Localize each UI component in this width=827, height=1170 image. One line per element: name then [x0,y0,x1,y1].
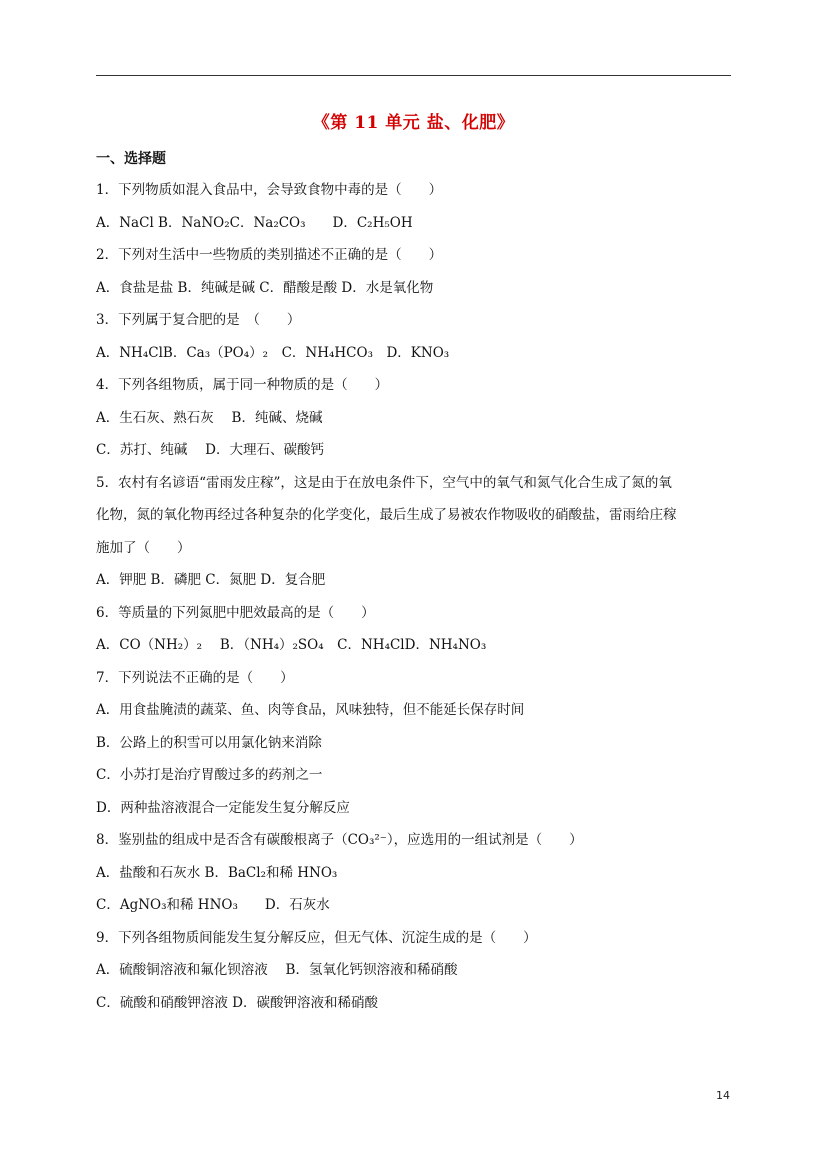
q4-stem: 4．下列各组物质，属于同一种物质的是（ ） [96,377,389,393]
header-rule [96,75,731,76]
q6-stem: 6．等质量的下列氮肥中肥效最高的是（ ） [96,605,375,621]
q9-stem: 9．下列各组物质间能发生复分解反应，但无气体、沉淀生成的是（ ） [96,930,537,946]
q8-options-cd: C．AgNO₃和稀 HNO₃ D．石灰水 [96,897,330,913]
q3-options: A．NH₄ClB．Ca₃（PO₄）₂ C．NH₄HCO₃ D．KNO₃ [96,345,450,361]
q5-options: A．钾肥 B．磷肥 C．氮肥 D．复合肥 [96,572,326,588]
q7-option-d: D．两种盐溶液混合一定能发生复分解反应 [96,800,350,816]
q6-options: A．CO（NH₂）₂ B．（NH₄）₂SO₄ C．NH₄ClD．NH₄NO₃ [96,637,487,653]
q5-stem-2: 化物，氮的氧化物再经过各种复杂的化学变化，最后生成了易被农作物吸收的硝酸盐，雷雨给庄稼 [96,507,677,523]
q1-stem: 1．下列物质如混入食品中，会导致食物中毒的是（ ） [96,182,443,198]
q8-stem: 8．鉴别盐的组成中是否含有碳酸根离子（CO₃²⁻），应选用的一组试剂是（ ） [96,832,583,848]
q4-options-ab: A．生石灰、熟石灰 B．纯碱、烧碱 [96,410,323,426]
page-number: 14 [716,1089,730,1102]
q5-stem-1: 5．农村有名谚语“雷雨发庄稼”，这是由于在放电条件下，空气中的氧气和氮气化合生成了氮的氧 [96,475,672,491]
q9-options-cd: C．硫酸和硝酸钾溶液 D．碳酸钾溶液和稀硝酸 [96,995,378,1011]
q4-options-cd: C．苏打、纯碱 D．大理石、碳酸钙 [96,442,324,458]
q8-options-ab: A．盐酸和石灰水 B．BaCl₂和稀 HNO₃ [96,865,338,881]
q7-option-b: B．公路上的积雪可以用氯化钠来消除 [96,735,322,751]
q1-options: A．NaCl B．NaNO₂C．Na₂CO₃ D．C₂H₅OH [96,215,413,231]
q7-option-c: C．小苏打是治疗胃酸过多的药剂之一 [96,767,323,783]
q2-options: A．食盐是盐 B．纯碱是碱 C．醋酸是酸 D．水是氧化物 [96,280,434,296]
q3-stem: 3．下列属于复合肥的是 （ ） [96,312,301,328]
page-title: 《第 11 单元 盐、化肥》 [312,113,515,133]
q5-stem-3: 施加了（ ） [96,540,191,556]
q7-option-a: A．用食盐腌渍的蔬菜、鱼、肉等食品，风味独特，但不能延长保存时间 [96,702,525,718]
section-heading: 一、选择题 [96,151,166,167]
q2-stem: 2．下列对生活中一些物质的类别描述不正确的是（ ） [96,247,443,263]
q7-stem: 7．下列说法不正确的是（ ） [96,670,294,686]
q9-options-ab: A．硫酸铜溶液和氟化钡溶液 B．氢氧化钙钡溶液和稀硝酸 [96,962,458,978]
